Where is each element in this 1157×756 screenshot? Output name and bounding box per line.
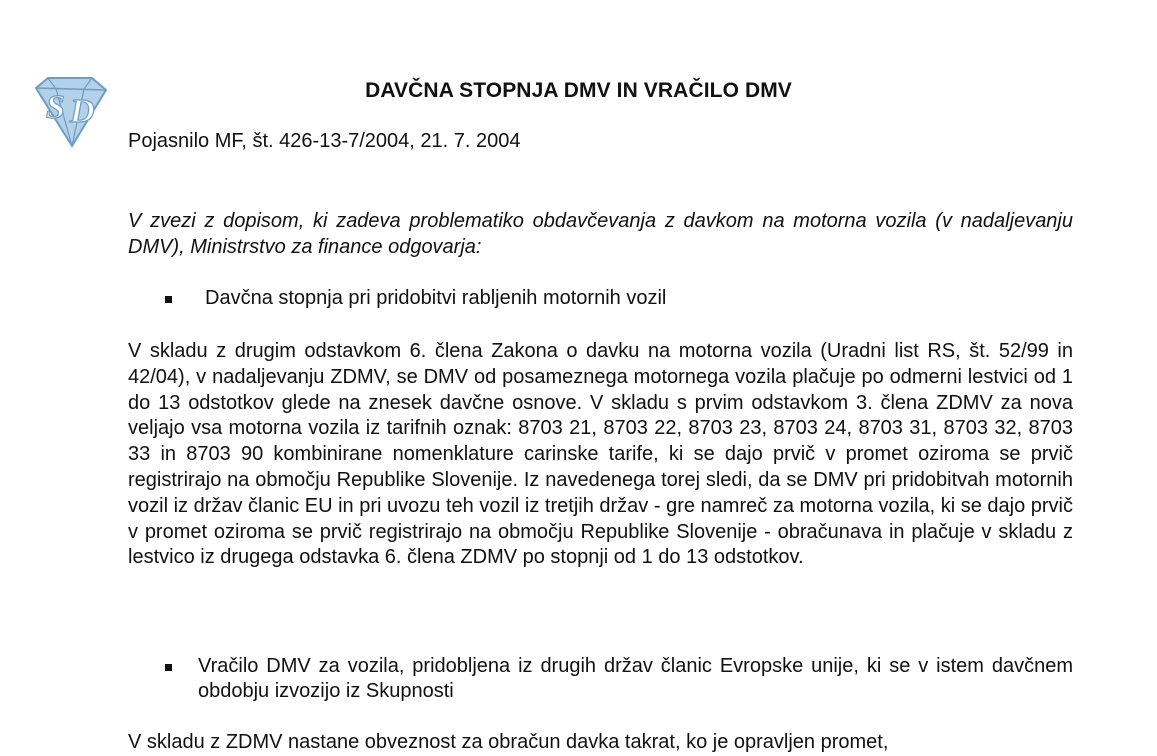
bullet-item-label: Davčna stopnja pri pridobitvi rabljenih motornih vozil xyxy=(205,287,667,309)
bullet-square-icon xyxy=(165,664,172,671)
svg-text:D: D xyxy=(70,93,95,130)
document-subtitle: Pojasnilo MF, št. 426-13-7/2004, 21. 7. 2004 xyxy=(128,130,521,152)
bullet-item-label: Vračilo DMV za vozila, pridobljena iz drugih držav članic Evropske unije, ki se v istem davčnem obdobju izvozijo iz Skupnosti xyxy=(198,655,1073,702)
body-paragraph-partial: V skladu z ZDMV nastane obveznost za obračun davka takrat, ko je opravljen promet, xyxy=(128,731,889,753)
svg-text:S: S xyxy=(46,89,65,126)
bullet-square-icon xyxy=(165,296,172,303)
bullet-item-refund xyxy=(160,654,1073,704)
body-paragraph: V skladu z drugim odstavkom 6. člena Zakona o davku na motorna vozila (Uradni list RS, št. 52/99 in 42/04), v nadaljevanju ZDMV, se DMV od posameznega motornega vozila plačuje po odmerni lestvici od 1 do 13 odstotkov glede na znesek davčne osnove. V skladu s prvim odstavkom 3. člena ZDMV za nova veljajo vsa motorna vozila iz tarifnih oznak: 8703 21, 8703 22, 8703 23, 8703 24, 8703 31, 8703 32, 8703 33 in 8703 90 kombinirane nomenklature carinske tarife, ki se dajo prvič v promet oziroma se prvič registrirajo na območju Republike Slovenije. Iz navedenega torej sledi, da se DMV pri pridobitvah motornih vozil iz držav članic EU in pri uvozu teh vozil iz tretjih držav - gre namreč za motorna vozila, ki se dajo prvič v promet oziroma se prvič registrirajo na območju Republike Slovenije - obračunava in plačuje v skladu z lestvico iz drugega odstavka 6. člena ZDMV po stopnji od 1 do 13 odstotkov. xyxy=(128,340,1073,569)
intro-paragraph: V zvezi z dopisom, ki zadeva problematiko obdavčevanja z davkom na motorna vozila (v nadaljevanju DMV), Ministrstvo za finance odgovarja: xyxy=(128,210,1073,258)
document-title: DAVČNA STOPNJA DMV IN VRAČILO DMV xyxy=(365,79,792,102)
